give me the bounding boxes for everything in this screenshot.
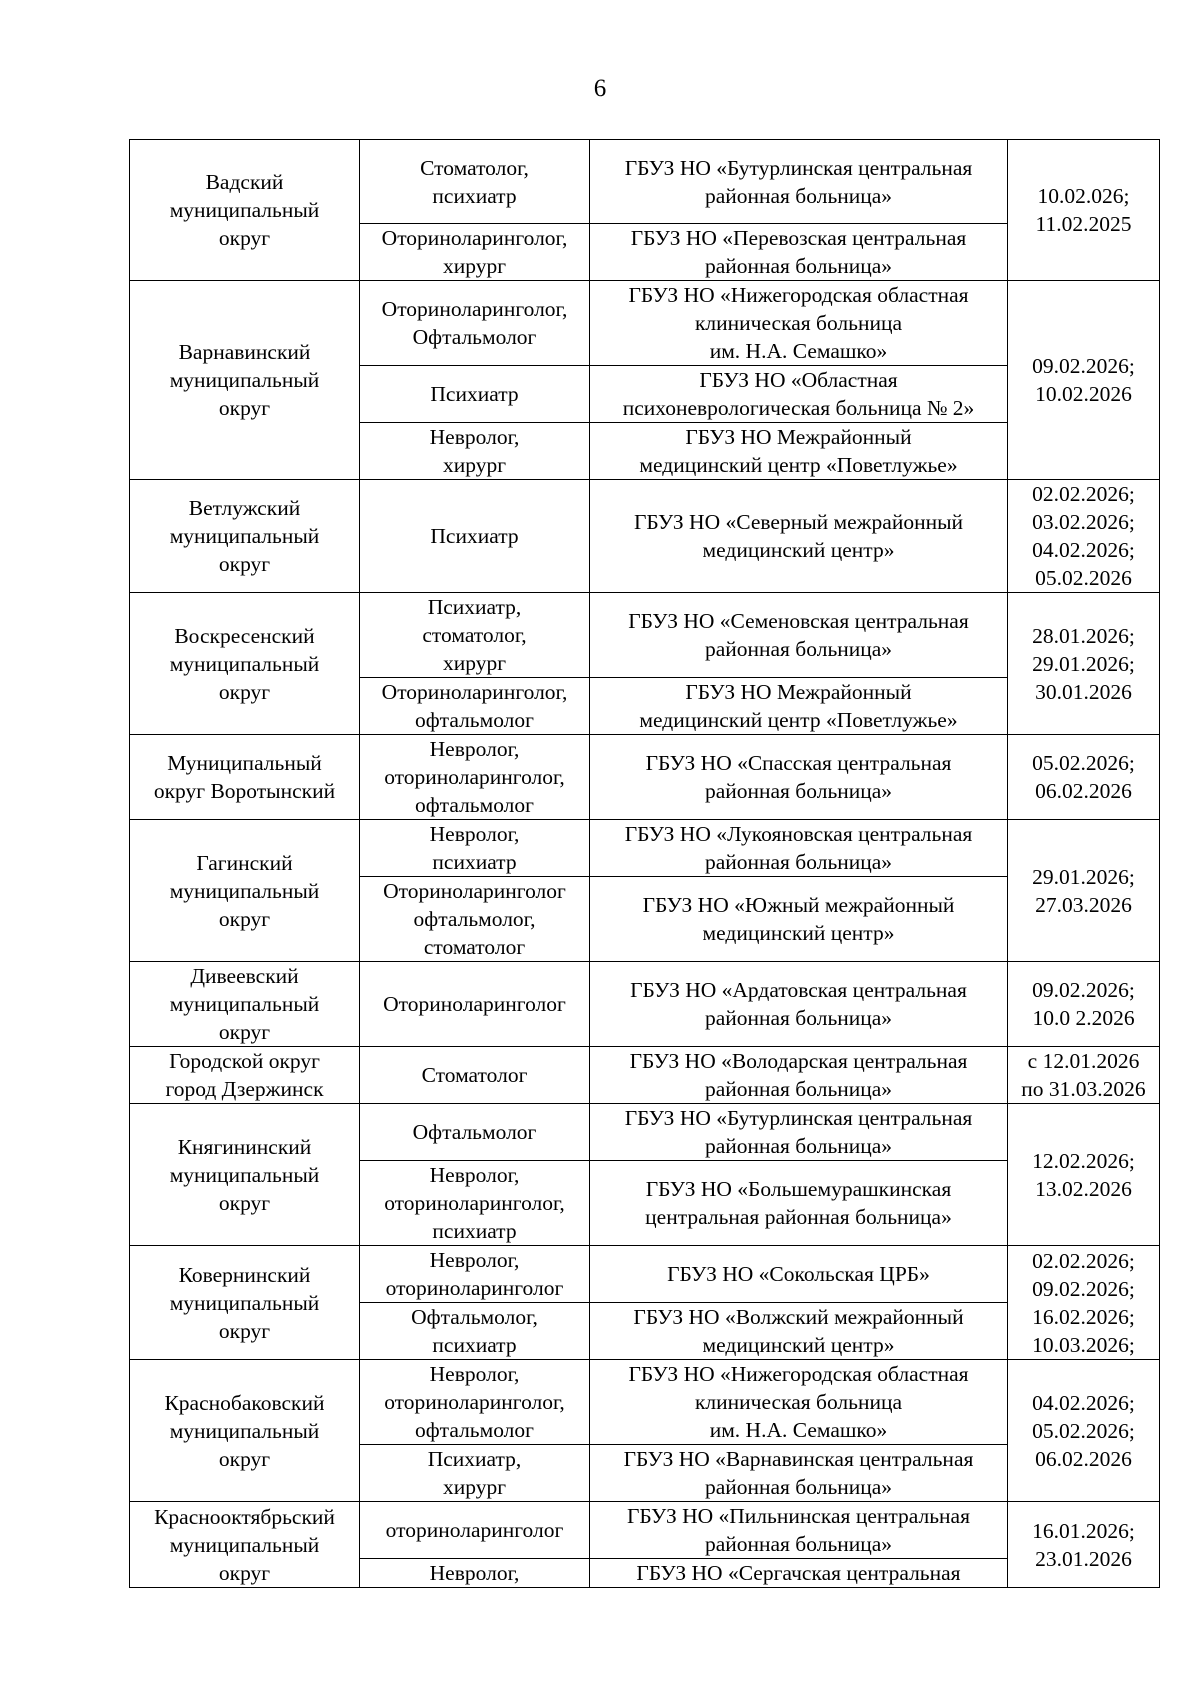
- specialists-cell: Оториноларинголог, офтальмолог: [360, 678, 590, 735]
- district-cell: Вадский муниципальный округ: [130, 140, 360, 281]
- table-row: [130, 1246, 1160, 1303]
- dates-cell: 02.02.2026; 03.02.2026; 04.02.2026; 05.02.2026: [1008, 480, 1160, 593]
- hospital-cell: ГБУЗ НО «Большемурашкинская центральная районная больница»: [590, 1161, 1008, 1246]
- hospital-cell: ГБУЗ НО «Варнавинская центральная районная больница»: [590, 1445, 1008, 1502]
- district-cell: Муниципальный округ Воротынский: [130, 735, 360, 820]
- hospital-cell: ГБУЗ НО «Бутурлинская центральная районная больница»: [590, 1104, 1008, 1161]
- dates-cell: 09.02.2026; 10.02.2026: [1008, 281, 1160, 480]
- table-row: [130, 140, 1160, 224]
- hospital-cell: ГБУЗ НО «Семеновская центральная районная больница»: [590, 593, 1008, 678]
- table-row: [130, 593, 1160, 678]
- table-row: [130, 735, 1160, 820]
- dates-cell: 10.02.026; 11.02.2025: [1008, 140, 1160, 281]
- specialists-cell: Оториноларинголог, хирург: [360, 224, 590, 281]
- hospital-cell: ГБУЗ НО «Северный межрайонный медицинский центр»: [590, 480, 1008, 593]
- specialists-cell: Психиатр, стоматолог, хирург: [360, 593, 590, 678]
- dates-cell: 02.02.2026; 09.02.2026; 16.02.2026; 10.03.2026;: [1008, 1246, 1160, 1360]
- table-row: [130, 1047, 1160, 1104]
- hospital-cell: ГБУЗ НО «Лукояновская центральная районная больница»: [590, 820, 1008, 877]
- specialists-cell: Стоматолог: [360, 1047, 590, 1104]
- district-cell: Воскресенский муниципальный округ: [130, 593, 360, 735]
- district-cell: Краснобаковский муниципальный округ: [130, 1360, 360, 1502]
- hospital-cell: ГБУЗ НО «Сокольская ЦРБ»: [590, 1246, 1008, 1303]
- specialists-cell: оториноларинголог: [360, 1502, 590, 1559]
- hospital-cell: ГБУЗ НО Межрайонный медицинский центр «Поветлужье»: [590, 678, 1008, 735]
- specialists-cell: Невролог, оториноларинголог, психиатр: [360, 1161, 590, 1246]
- specialists-cell: Невролог, оториноларинголог, офтальмолог: [360, 1360, 590, 1445]
- dates-cell: 28.01.2026; 29.01.2026; 30.01.2026: [1008, 593, 1160, 735]
- hospital-cell: ГБУЗ НО «Нижегородская областная клиническая больница им. Н.А. Семашко»: [590, 281, 1008, 366]
- table-row: [130, 1360, 1160, 1445]
- dates-cell: 04.02.2026; 05.02.2026; 06.02.2026: [1008, 1360, 1160, 1502]
- specialists-cell: Офтальмолог, психиатр: [360, 1303, 590, 1360]
- table-row: [130, 962, 1160, 1047]
- hospital-cell: ГБУЗ НО «Ардатовская центральная районная больница»: [590, 962, 1008, 1047]
- hospital-cell: ГБУЗ НО Межрайонный медицинский центр «Поветлужье»: [590, 423, 1008, 480]
- table-row: [130, 1502, 1160, 1559]
- dates-cell: 12.02.2026; 13.02.2026: [1008, 1104, 1160, 1246]
- specialists-cell: Невролог, оториноларинголог: [360, 1246, 590, 1303]
- district-cell: Дивеевский муниципальный округ: [130, 962, 360, 1047]
- district-cell: Ветлужский муниципальный округ: [130, 480, 360, 593]
- specialists-cell: Невролог, оториноларинголог, офтальмолог: [360, 735, 590, 820]
- specialists-cell: Оториноларинголог: [360, 962, 590, 1047]
- specialists-cell: Психиатр: [360, 366, 590, 423]
- district-cell: Варнавинский муниципальный округ: [130, 281, 360, 480]
- district-cell: Краснооктябрьский муниципальный округ: [130, 1502, 360, 1588]
- dates-cell: 29.01.2026; 27.03.2026: [1008, 820, 1160, 962]
- dates-cell: 16.01.2026; 23.01.2026: [1008, 1502, 1160, 1588]
- hospital-cell: ГБУЗ НО «Пильнинская центральная районная больница»: [590, 1502, 1008, 1559]
- hospital-cell: ГБУЗ НО «Южный межрайонный медицинский центр»: [590, 877, 1008, 962]
- table-row: [130, 281, 1160, 366]
- hospital-cell: ГБУЗ НО «Володарская центральная районная больница»: [590, 1047, 1008, 1104]
- district-cell: Княгининский муниципальный округ: [130, 1104, 360, 1246]
- specialists-cell: Психиатр: [360, 480, 590, 593]
- district-cell: Ковернинский муниципальный округ: [130, 1246, 360, 1360]
- district-cell: Городской округ город Дзержинск: [130, 1047, 360, 1104]
- district-cell: Гагинский муниципальный округ: [130, 820, 360, 962]
- table-row: [130, 820, 1160, 877]
- table-row: [130, 480, 1160, 593]
- dates-cell: 09.02.2026; 10.0 2.2026: [1008, 962, 1160, 1047]
- specialists-cell: Невролог, хирург: [360, 423, 590, 480]
- schedule-table-body: [130, 140, 1160, 1588]
- table-row: [130, 1104, 1160, 1161]
- page-number: 6: [593, 75, 607, 102]
- specialists-cell: Невролог,: [360, 1559, 590, 1588]
- hospital-cell: ГБУЗ НО «Спасская центральная районная больница»: [590, 735, 1008, 820]
- specialists-cell: Психиатр, хирург: [360, 1445, 590, 1502]
- hospital-cell: ГБУЗ НО «Сергачская центральная: [590, 1559, 1008, 1588]
- hospital-cell: ГБУЗ НО «Областная психоневрологическая больница № 2»: [590, 366, 1008, 423]
- specialists-cell: Оториноларинголог, Офтальмолог: [360, 281, 590, 366]
- specialists-cell: Офтальмолог: [360, 1104, 590, 1161]
- dates-cell: 05.02.2026; 06.02.2026: [1008, 735, 1160, 820]
- hospital-cell: ГБУЗ НО «Нижегородская областная клиническая больница им. Н.А. Семашко»: [590, 1360, 1008, 1445]
- schedule-table: [129, 139, 1160, 1588]
- hospital-cell: ГБУЗ НО «Бутурлинская центральная районная больница»: [590, 140, 1008, 224]
- dates-cell: с 12.01.2026 по 31.03.2026: [1008, 1047, 1160, 1104]
- specialists-cell: Стоматолог, психиатр: [360, 140, 590, 224]
- hospital-cell: ГБУЗ НО «Перевозская центральная районная больница»: [590, 224, 1008, 281]
- specialists-cell: Невролог, психиатр: [360, 820, 590, 877]
- hospital-cell: ГБУЗ НО «Волжский межрайонный медицинский центр»: [590, 1303, 1008, 1360]
- specialists-cell: Оториноларинголог офтальмолог, стоматолог: [360, 877, 590, 962]
